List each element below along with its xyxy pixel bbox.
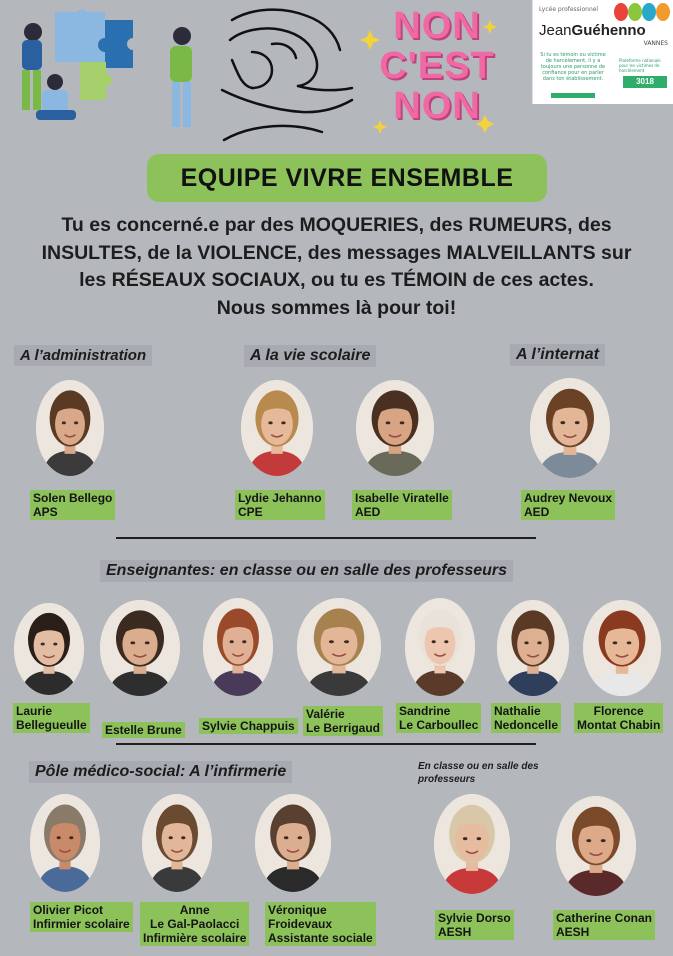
person-role: CPE [238, 505, 263, 519]
person-role: AED [524, 505, 550, 519]
intro-line-3: les RÉSEAUX SOCIAUX, ou tu es TÉMOIN de ces actes. [79, 269, 594, 291]
portrait-photo [405, 598, 475, 696]
person-role: Nedoncelle [494, 718, 559, 732]
slogan-line-1: NON [393, 5, 481, 47]
portrait-photo [100, 600, 180, 696]
intro-line-2: INSULTES, de la VIOLENCE, des messages MALVEILLANTS sur [41, 241, 632, 264]
person-role: AESH [556, 925, 590, 939]
person-name-label [265, 902, 376, 946]
person-role: Le Carboullec [399, 718, 479, 732]
portrait-photo [356, 380, 434, 476]
person-name-label [199, 718, 298, 734]
portrait-photo [297, 598, 381, 696]
portrait-photo [556, 796, 636, 896]
portrait-photo [255, 794, 331, 892]
person-name-label [235, 490, 325, 520]
section-vie-scolaire: A la vie scolaire [244, 345, 376, 367]
person-name-label [102, 722, 185, 738]
person-name-label [574, 703, 663, 733]
aesh-note: En classe ou en salle des professeurs [418, 761, 539, 785]
separator-2 [116, 743, 536, 745]
person-name-label [30, 490, 115, 520]
hotline-note: Plateforme nationale pour les victimes de harcèlement [619, 58, 661, 73]
portrait-photo [14, 603, 84, 695]
person-name: Sylvie Dorso [438, 911, 511, 925]
person-name: Isabelle Viratelle [355, 491, 449, 505]
portrait-photo [203, 598, 273, 696]
person-name-label [140, 902, 249, 946]
portrait-photo [30, 794, 100, 892]
section-administration: A l’administration [14, 345, 152, 366]
person-name-label [13, 703, 90, 733]
person-name: Audrey Nevoux [524, 491, 613, 505]
person-name-label [521, 490, 615, 520]
section-medico-social: Pôle médico-social: A l’infirmerie [29, 761, 292, 783]
portrait-photo [36, 380, 104, 476]
logo-message: Si tu es témoin ou victime de harcèlement, il y a toujours une personne de confiance pour en parler dans ton établissement. [540, 52, 606, 82]
portrait-photo [583, 600, 661, 696]
puzzle-team-illustration [0, 0, 215, 150]
portrait-photo [530, 378, 610, 478]
school-name: JeanGuéhenno [539, 22, 646, 39]
person-name: Florence [593, 704, 644, 718]
person-role: Infirmier scolaire [33, 917, 130, 931]
person-name-label [491, 703, 561, 733]
person-name: Sandrine [399, 704, 451, 718]
intro-line-1: Tu es concerné.e par des MOQUERIES, des RUMEURS, des [61, 214, 612, 236]
handshake-icon [212, 0, 362, 150]
person-name: Anne [179, 903, 210, 917]
person-role: APS [33, 505, 58, 519]
person-name: Olivier Picot [33, 903, 104, 917]
person-role: Assistante sociale [268, 931, 373, 945]
person-name: Solen Bellego [33, 491, 113, 505]
sparkle-icons [360, 0, 500, 140]
section-internat: A l’internat [510, 344, 605, 366]
school-city: VANNES [643, 40, 668, 47]
person-name: Valérie [306, 707, 345, 721]
slogan-line-3: NON [393, 85, 481, 127]
person-role: AESH [438, 925, 472, 939]
person-name: Sylvie Chappuis [202, 719, 295, 733]
person-name: Véronique [268, 903, 327, 917]
person-name-label [352, 490, 452, 520]
person-name-label [396, 703, 481, 733]
person-role: AED [355, 505, 381, 519]
person-name-label [30, 902, 133, 932]
person-name: Estelle Brune [105, 723, 182, 737]
person-role: Bellegueulle [16, 718, 87, 732]
person-role: Froidevaux [268, 917, 333, 931]
balloons-icon [611, 2, 671, 24]
person-name-label [303, 706, 383, 736]
hotline-number: 3018 [623, 76, 667, 88]
intro-line-4: Nous sommes là pour toi! [216, 296, 457, 319]
section-enseignantes: Enseignantes: en classe ou en salle des professeurs [100, 560, 513, 582]
person-role: Infirmière scolaire [143, 931, 247, 945]
portrait-photo [434, 794, 510, 894]
portrait-photo [142, 794, 212, 892]
school-logo [532, 0, 673, 104]
slogan-line-2: C'EST [379, 45, 495, 87]
portrait-photo [497, 600, 569, 696]
logo-link-bar [551, 93, 595, 98]
person-name: Nathalie [494, 704, 541, 718]
person-name: Lydie Jehanno [238, 491, 322, 505]
portrait-photo [241, 380, 313, 476]
person-role: Montat Chabin [577, 718, 661, 732]
person-role: Le Gal-Paolacci [150, 917, 240, 931]
intro-text [20, 212, 653, 322]
person-name-label [435, 910, 514, 940]
page-title: EQUIPE VIVRE ENSEMBLE [147, 154, 547, 202]
person-name-label [553, 910, 655, 940]
separator-1 [116, 537, 536, 539]
school-prefix: Lycée professionnel [539, 6, 599, 13]
person-name: Catherine Conan [556, 911, 653, 925]
person-name: Laurie [16, 704, 53, 718]
person-role: Le Berrigaud [306, 721, 381, 735]
